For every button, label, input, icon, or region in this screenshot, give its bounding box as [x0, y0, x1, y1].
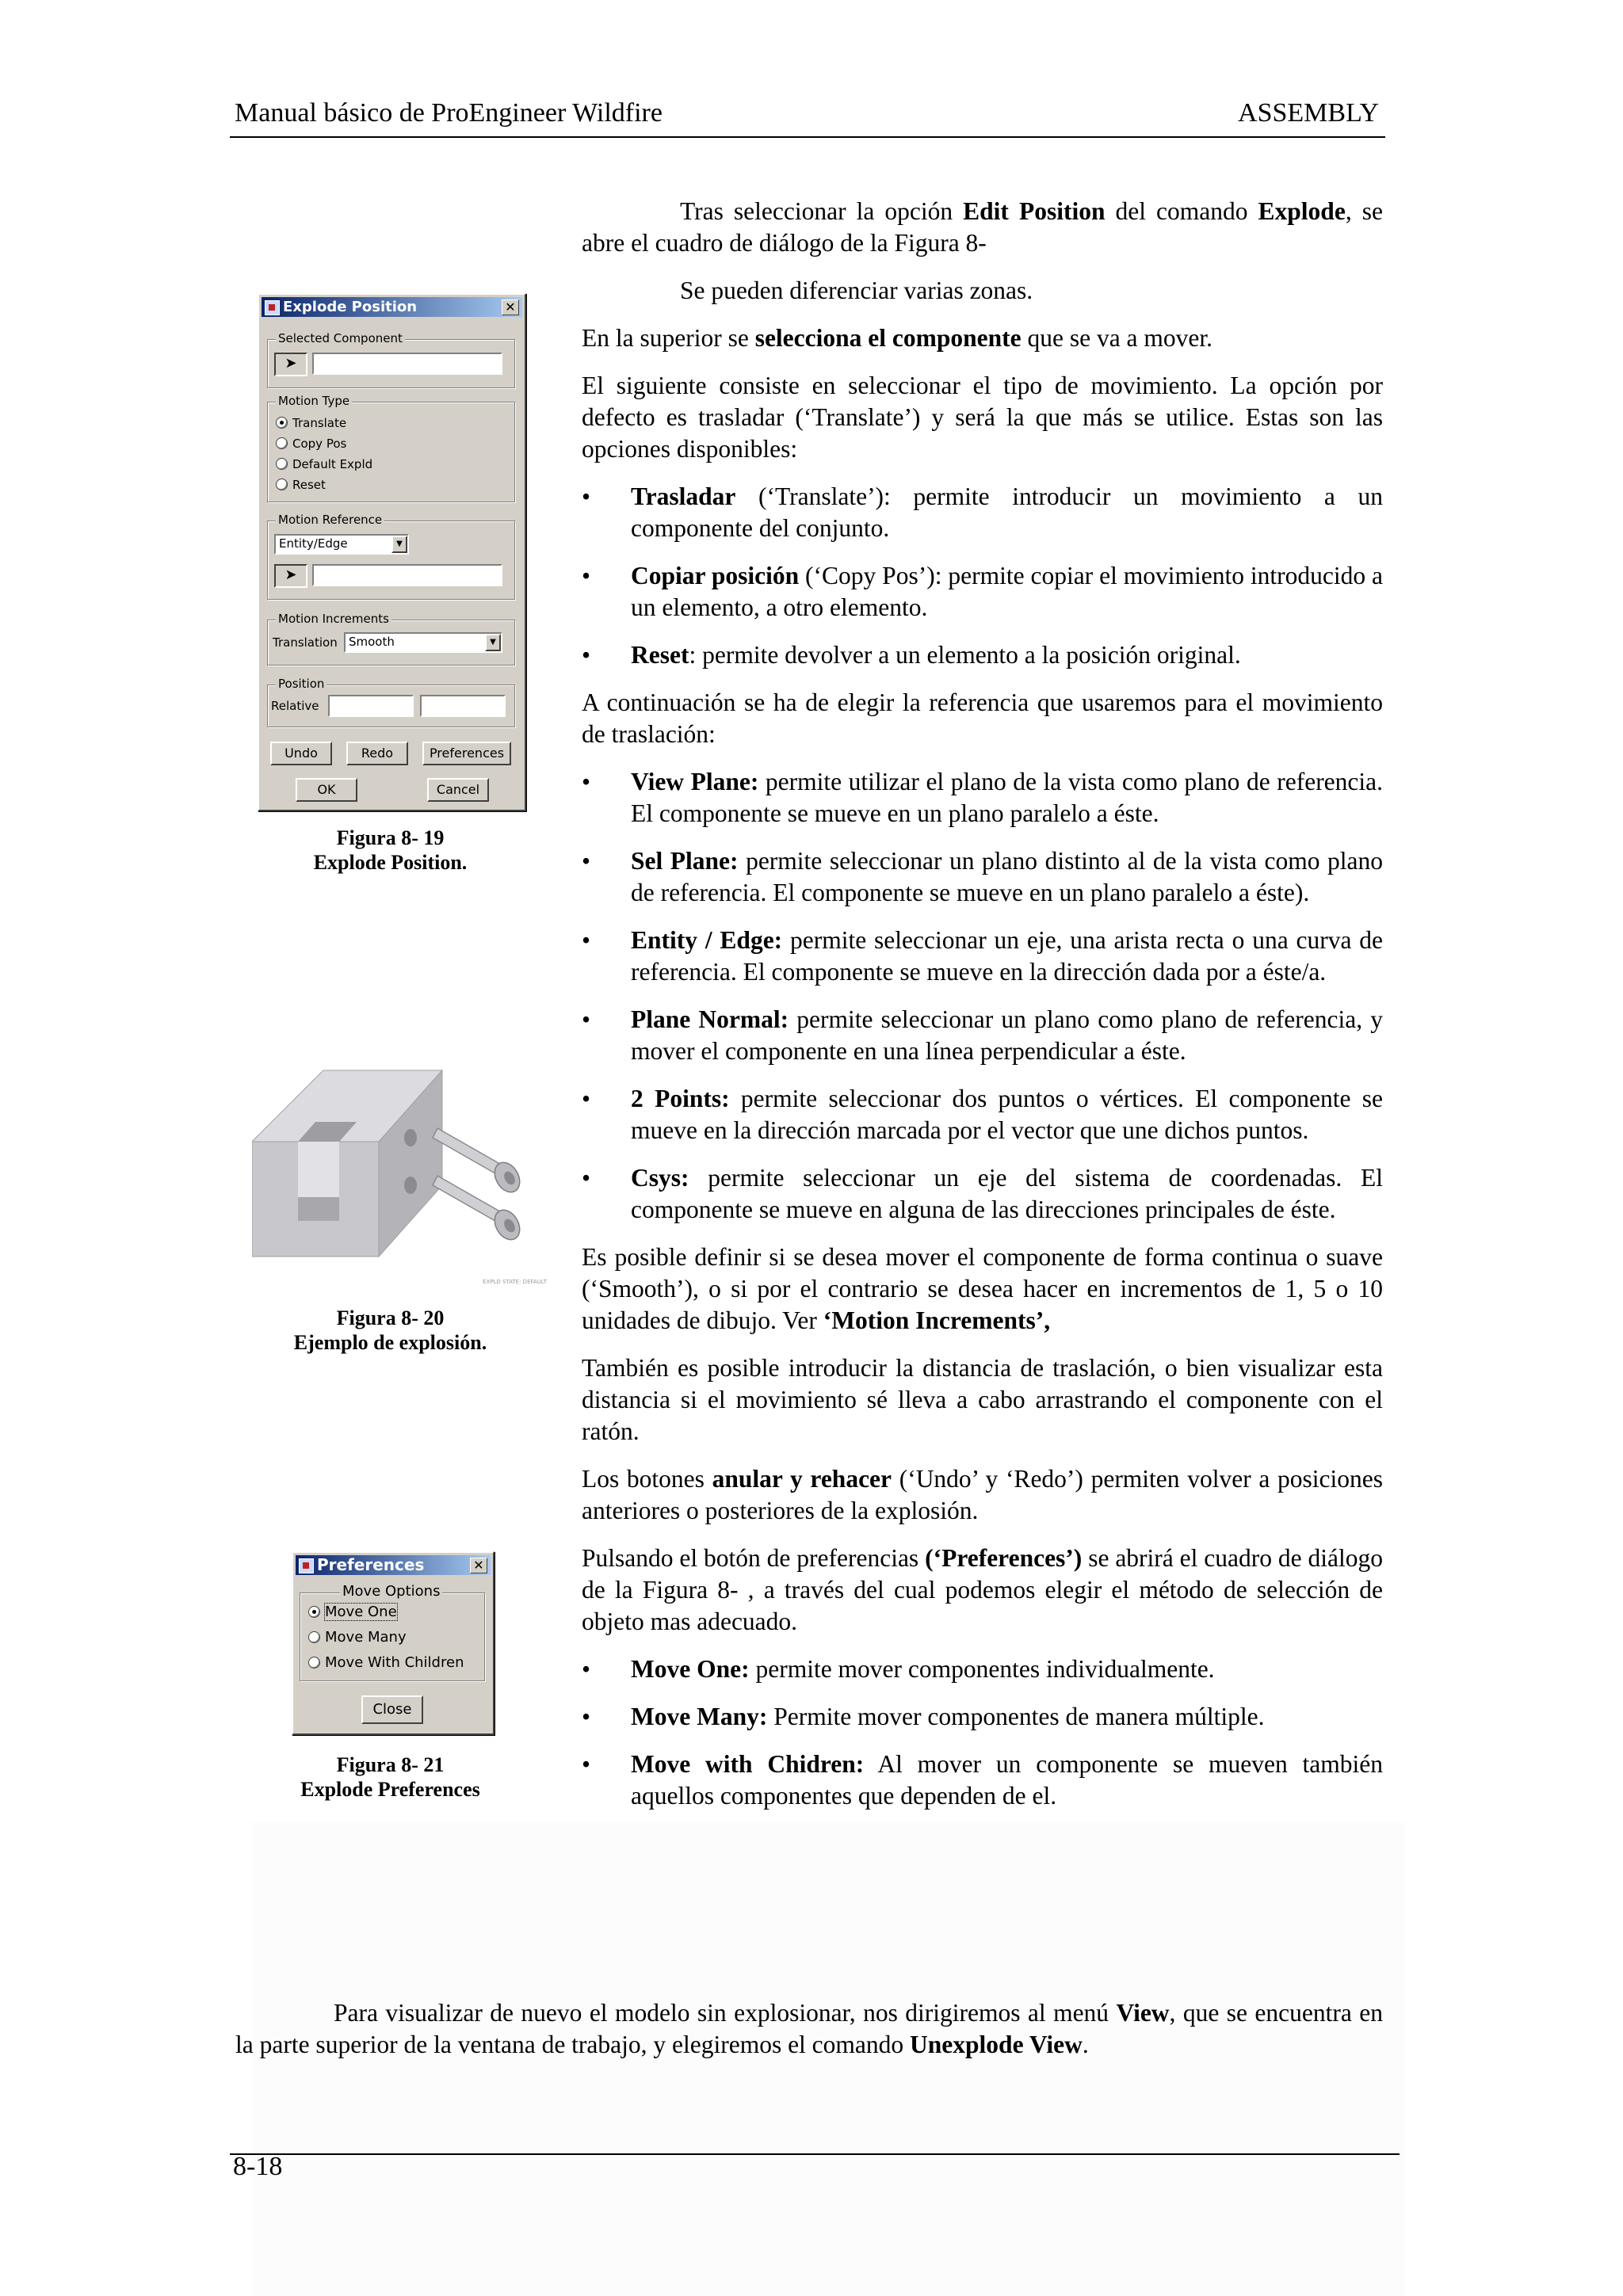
- list-item: • Move with Chidren: Al mover un componente se mueven también aquellos componentes que dependen de el.: [582, 1750, 1383, 1810]
- list-item: • Entity / Edge: permite seleccionar un eje, una arista recta o una curva de referencia. El componente se mueve en la dirección dada por a éste/a.: [582, 926, 1384, 986]
- move-options-group: [300, 1583, 485, 1681]
- arrow-pointer-icon[interactable]: ➤: [274, 564, 307, 588]
- motion-reference-select[interactable]: Entity/Edge ▼: [274, 534, 409, 555]
- preferences-dialog: [292, 1551, 495, 1735]
- group-label: Position: [276, 676, 327, 692]
- dialog-titlebar: [296, 1555, 491, 1575]
- redo-button[interactable]: Redo: [346, 742, 408, 765]
- list-item: • Move One: permite mover componentes individualmente.: [582, 1655, 1215, 1683]
- radio-translate[interactable]: Translate: [276, 415, 346, 431]
- group-label: Selected Component: [276, 330, 405, 346]
- figure-19-caption: Figura 8- 19 Explode Position.: [313, 826, 468, 874]
- group-label: Motion Reference: [276, 512, 384, 528]
- main-text: [582, 196, 1383, 1828]
- intro-paragraph: Tras seleccionar la opción Edit Position del comando Explode, se abre el cuadro de diálogo de la Figura 8-: [582, 197, 1383, 257]
- exploded-part-image: [252, 1058, 553, 1296]
- zones-paragraph: Se pueden diferenciar varias zonas.: [680, 277, 1033, 304]
- header-section: ASSEMBLY: [1238, 98, 1379, 128]
- group-label: Motion Increments: [276, 611, 391, 627]
- chevron-down-icon: ▼: [391, 536, 407, 553]
- relative-field-2[interactable]: [420, 695, 506, 717]
- radio-copy-pos[interactable]: Copy Pos: [276, 436, 346, 452]
- translation-label: Translation: [273, 635, 338, 650]
- app-icon: [265, 300, 280, 315]
- page-number: 8-18: [233, 2152, 283, 2181]
- translation-select[interactable]: Smooth ▼: [344, 632, 502, 653]
- list-item: • Copiar posición (‘Copy Pos’): permite copiar el movimiento introducido a un elemento, a otro elemento.: [582, 562, 1383, 621]
- selected-component-field[interactable]: [312, 353, 502, 375]
- radio-reset[interactable]: Reset: [276, 477, 326, 493]
- header-title: Manual básico de ProEngineer Wildfire: [235, 98, 663, 128]
- motion-reference-group: [267, 513, 515, 600]
- selected-component-group: [267, 331, 515, 388]
- dialog-title: Preferences: [317, 1555, 425, 1574]
- close-icon[interactable]: ✕: [470, 1558, 487, 1573]
- position-group: [267, 677, 515, 727]
- increments-paragraph: Es posible definir si se desea mover el componente de forma continua o suave (‘Smooth’), o si por el contrario se desea hacer en incrementos de 1, 5 o 10 unidades de dibujo. Ver ‘Motion Increments’,: [582, 1243, 1383, 1334]
- group-label: Motion Type: [276, 393, 352, 409]
- motion-type-group: [267, 394, 515, 502]
- reference-paragraph: A continuación se ha de elegir la referencia que usaremos para el movimiento de traslación:: [582, 688, 1383, 748]
- page-header: [230, 97, 1385, 138]
- list-item: • Reset: permite devolver a un elemento a la posición original.: [582, 641, 1241, 669]
- explode-position-dialog: [258, 293, 526, 811]
- list-item: • Trasladar (‘Translate’): permite introducir un movimiento a un componente del conjunto.: [582, 482, 1383, 542]
- undo-button[interactable]: Undo: [270, 742, 332, 765]
- closing-paragraph: Para visualizar de nuevo el modelo sin explosionar, nos dirigiremos al menú View, que se encuentra en la parte superior de la ventana de trabajo, y elegiremos el comando Unexplode View.: [235, 1999, 1383, 2058]
- figure-20-caption: Figura 8- 20 Ejemplo de explosión.: [293, 1306, 487, 1354]
- list-item: • View Plane: permite utilizar el plano de la vista como plano de referencia. El componente se mueve en un plano paralelo a éste.: [582, 768, 1383, 827]
- dialog-title: Explode Position: [283, 299, 418, 315]
- radio-move-one[interactable]: Move One: [308, 1604, 397, 1620]
- list-item: • Move Many: Permite mover componentes de manera múltiple.: [582, 1703, 1265, 1730]
- list-item: • Sel Plane: permite seleccionar un plano distinto al de la vista como plano de referencia. El componente se mueve en un plano paralelo a éste).: [582, 847, 1383, 906]
- radio-default-expld[interactable]: Default Expld: [276, 456, 372, 472]
- motion-reference-field[interactable]: [312, 564, 502, 586]
- motion-increments-group: [267, 612, 515, 666]
- figure-21-caption: Figura 8- 21 Explode Preferences: [300, 1753, 480, 1801]
- app-icon: [299, 1558, 314, 1573]
- radio-move-many[interactable]: Move Many: [308, 1630, 407, 1646]
- footer-rule: [230, 2153, 1400, 2155]
- group-label: Move Options: [340, 1584, 442, 1600]
- arrow-pointer-icon[interactable]: ➤: [274, 353, 307, 376]
- list-item: • Plane Normal: permite seleccionar un plano como plano de referencia, y mover el componente en una línea perpendicular a éste.: [582, 1005, 1383, 1065]
- dialog-titlebar: [262, 297, 522, 317]
- list-item: • 2 Points: permite seleccionar dos puntos o vértices. El componente se mueve en la dirección marcada por el vector que une dichos puntos.: [582, 1085, 1384, 1144]
- radio-move-with-children[interactable]: Move With Children: [308, 1655, 464, 1671]
- undo-paragraph: Los botones anular y rehacer (‘Undo’ y ‘Redo’) permiten volver a posiciones anteriores o posteriores de la explosión.: [582, 1465, 1384, 1524]
- list-item: • Csys: permite seleccionar un eje del sistema de coordenadas. El componente se mueve en alguna de las direcciones principales de éste.: [582, 1164, 1383, 1223]
- cancel-button[interactable]: Cancel: [427, 778, 489, 802]
- preferences-paragraph: Pulsando el botón de preferencias (‘Preferences’) se abrirá el cuadro de diálogo de la Figura 8- , a través del cual podemos elegir el método de selección de objeto mas adecuado.: [582, 1544, 1383, 1635]
- distance-paragraph: También es posible introducir la distancia de traslación, o bien visualizar esta distancia si el movimiento sé lleva a cabo arrastrando el componente con el ratón.: [582, 1354, 1383, 1445]
- relative-field-1[interactable]: [328, 695, 414, 717]
- preferences-button[interactable]: Preferences: [422, 742, 511, 765]
- explode-state-tag: EXPLD STATE: DEFAULT: [483, 1279, 547, 1285]
- motion-type-paragraph: El siguiente consiste en seleccionar el tipo de movimiento. La opción por defecto es trasladar (‘Translate’) y será la que más se utilice. Estas son las opciones disponibles:: [582, 372, 1383, 463]
- relative-label: Relative: [271, 699, 319, 713]
- chevron-down-icon: ▼: [485, 634, 501, 651]
- selection-paragraph: En la superior se selecciona el componente que se va a mover.: [582, 324, 1213, 352]
- close-button[interactable]: Close: [361, 1695, 423, 1724]
- ok-button[interactable]: OK: [296, 778, 357, 802]
- close-icon[interactable]: ✕: [502, 299, 519, 315]
